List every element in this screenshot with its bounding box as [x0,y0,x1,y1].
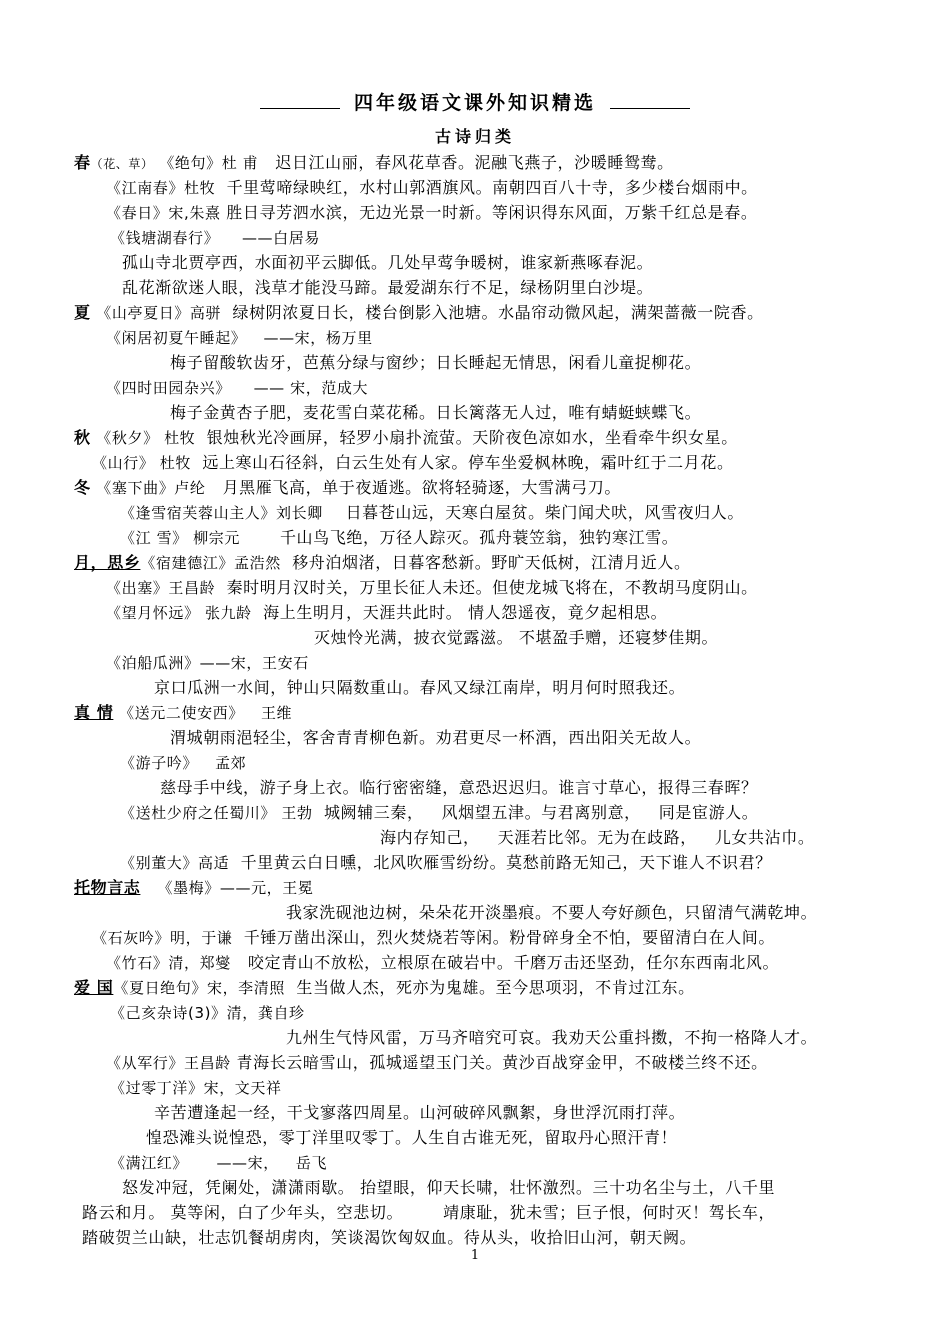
poem-text: 千里黄云白日曛，北风吹雁雪纷纷。莫愁前路无知己，天下谁人不识君？ [240,853,772,872]
poem-text: 天涯若比邻。无为在歧路， [497,828,697,847]
poem-source: 《钱塘湖春行》 [110,229,220,247]
poem-line: 京口瓜洲一水间，钟山只隔数重山。春风又绿江南岸，明月何时照我还。 [154,678,686,697]
poem-author: 王维 [260,704,293,722]
poem-source: 《出塞》王昌龄 [106,579,216,597]
poem-text: 儿女共沾巾。 [714,828,815,847]
poem-source: 《江南春》杜牧 [106,179,216,197]
poem-source: 《逢雪宿芙蓉山主人》刘长卿 [120,504,323,522]
poem-source: 《望月怀远》 张九龄 [106,604,252,622]
poem-text: 千锤万凿出深山，烈火焚烧若等闲。粉骨碎身全不怕，要留清白在人间。 [243,928,775,947]
poem-line: 惶恐滩头说惶恐，零丁洋里叹零丁。人生自古谁无死，留取丹心照汗青！ [146,1128,678,1147]
section-subtitle: 古诗归类 [434,127,515,146]
poem-line [110,1076,282,1100]
poem-author: 孟郊 [215,754,247,772]
poem-line [106,176,758,200]
poem-source: 《闲居初夏午睡起》 [106,329,247,347]
category-label: 真 情 [74,703,114,722]
category-label: 爱 国 [74,978,114,997]
poem-line [106,951,779,975]
poem-source: 《墨梅》——元，王冕 [157,879,314,897]
poem-text: 绿树阴浓夏日长，楼台倒影入池塘。水晶帘动微风起，满架蔷薇一院香。 [232,303,764,322]
poem-text: 胜日寻芳泗水滨，无边光景一时新。等闲识得东风面，万紫千红总是春。 [226,203,758,222]
poem-source: 《春日》宋,朱熹 [106,204,221,222]
poem-author: —— 宋，范成大 [253,379,369,397]
category-label: 秋 [74,428,91,447]
poem-text: 生当做人杰，死亦为鬼雄。至今思项羽，不肯过江东。 [296,978,695,997]
poem-source: 《宿建德江》孟浩然 [140,554,281,572]
poem-line [110,1001,305,1025]
poem-line: 灭烛怜光满，披衣觉露滋。 不堪盈手赠，还寝梦佳期。 [314,628,719,647]
category-note: （花、草） [90,157,154,171]
poem-line [110,226,320,250]
category-label: 春 [74,153,91,172]
poem-text: 城阙辅三秦， [323,803,424,822]
poem-source: 《送元二使安西》 [119,704,244,722]
poem-text: 青海长云暗雪山，孤城遥望玉门关。黄沙百战穿金甲，不破楼兰终不还。 [236,1053,768,1072]
poem-source: 《泊船瓜洲》——宋，王安石 [106,654,309,672]
poem-source: 《绝句》杜 甫 [159,154,259,172]
poem-source: 《塞下曲》卢纶 [96,479,206,497]
poem-line [380,826,814,850]
poem-text: 银烛秋光冷画屏，轻罗小扇扑流萤。天阶夜色凉如水，坐看牵牛织女星。 [206,428,738,447]
poem-text: 路云和月。 莫等闲，白了少年头，空悲切。 [82,1203,404,1222]
poem-line [82,1201,775,1225]
poem-source: 《石灰吟》明，于谦 [92,929,233,947]
poem-author: ——白居易 [241,229,320,247]
poem-line [74,151,674,176]
poem-line [74,476,621,500]
poem-text: 秦时明月汉时关，万里长征人未还。但使龙城飞将在，不教胡马度阴山。 [226,578,758,597]
poem-line: 孤山寺北贾亭西，水面初平云脚低。几处早莺争暖树，谁家新燕啄春泥。 [122,253,654,272]
poem-line [106,376,368,400]
page-title-text: 四年级语文课外知识精选 [353,92,596,114]
category-label: 冬 [74,478,91,497]
category-label: 月，思乡 [74,553,141,572]
poem-line: 我家洗砚池边树，朵朵花开淡墨痕。不要人夸好颜色，只留清气满乾坤。 [286,903,818,922]
poem-source: 《满江红》 [110,1154,189,1172]
poem-line: 乱花渐欲迷人眼，浅草才能没马蹄。最爱湖东行不足，绿杨阴里白沙堤。 [122,278,654,297]
poem-source: 《秋夕》 杜牧 [96,429,196,447]
poem-text: 迟日江山丽，春风花草香。泥融飞燕子，沙暖睡鸳鸯。 [275,153,674,172]
poem-source: 《竹石》清，郑燮 [106,954,231,972]
title-rule-left [260,98,340,109]
page-number: 1 [470,1248,480,1263]
poem-text: 月黑雁飞高，单于夜遁逃。欲将轻骑逐，大雪满弓刀。 [222,478,621,497]
poem-text: 日暮苍山远，天寒白屋贫。柴门闻犬吠，风雪夜归人。 [345,503,744,522]
poem-source: 《山行》 杜牧 [92,454,191,472]
poem-line [92,926,775,950]
poem-source: 《从军行》王昌龄 [106,1054,231,1072]
poem-source: 《过零丁洋》宋，文天祥 [110,1079,282,1097]
poem-line [120,526,678,550]
poem-line [106,326,373,350]
poem-source: 《山亭夏日》高骈 [96,304,222,322]
poem-author: ——宋，杨万里 [263,329,373,347]
poem-line [106,651,309,675]
poem-line [74,301,764,325]
poem-line [110,1151,327,1175]
poem-line [120,501,744,525]
poem-line [74,876,313,900]
poem-text: 海上生明月，天涯共此时。 情人怨遥夜，竟夕起相思。 [263,603,668,622]
poem-source: 《己亥杂诗(3)》清，龚自珍 [110,1004,305,1022]
page-title [0,88,950,115]
poem-line [74,976,695,1000]
poem-text: 海内存知己， [380,828,480,847]
category-label: 托物言志 [74,878,141,897]
poem-line: 梅子留酸软齿牙，芭蕉分绿与窗纱；日长睡起无情思，闲看儿童捉柳花。 [170,353,702,372]
poem-line: 九州生气恃风雷，万马齐喑究可哀。我劝天公重抖擞，不拘一格降人才。 [286,1028,818,1047]
poem-source: 《游子吟》 [120,754,199,772]
poem-source: 《别董大》高适 [120,854,230,872]
poem-line [106,576,758,600]
poem-text: 移舟泊烟渚，日暮客愁新。野旷天低树，江清月近人。 [292,553,691,572]
poem-line: 渭城朝雨浥轻尘，客舍青青柳色新。劝君更尽一杯酒，西出阳关无故人。 [170,728,702,747]
title-rule-right [610,98,690,109]
category-label: 夏 [74,303,91,322]
poem-text: 靖康耻，犹未雪；巨子恨，何时灭！驾长车， [443,1203,776,1222]
poem-text: 远上寒山石径斜，白云生处有人家。停车坐爱枫林晚，霜叶红于二月花。 [202,453,734,472]
poem-text: 千山鸟飞绝，万径人踪灭。孤舟蓑笠翁，独钓寒江雪。 [279,528,679,547]
poem-source: 《江 雪》 柳宗元 [120,529,240,547]
poem-line: 慈母手中线，游子身上衣。临行密密缝，意恐迟迟归。谁言寸草心，报得三春晖？ [160,778,758,797]
poem-line [74,551,691,575]
poem-source: 《夏日绝句》宋，李清照 [113,979,285,997]
poem-text: 千里莺啼绿映红，水村山郭酒旗风。南朝四百八十寺，多少楼台烟雨中。 [226,178,758,197]
poem-line: 梅子金黄杏子肥，麦花雪白菜花稀。日长篱落无人过，唯有蜻蜓蛱蝶飞。 [170,403,702,422]
poem-source: 《四时田园杂兴》 [106,379,231,397]
poem-source: 《送杜少府之任蜀川》 王勃 [120,804,313,822]
poem-line: 怒发冲冠，凭阑处，潇潇雨歇。 抬望眼，仰天长啸，壮怀激烈。三十功名尘与土，八千里 [122,1178,776,1197]
poem-line [106,201,757,225]
poem-line [120,751,246,775]
poem-line [120,801,758,825]
poem-line [74,426,738,450]
poem-author: 岳飞 [295,1154,328,1172]
poem-line [106,1051,768,1075]
poem-line: 辛苦遭逢起一经，干戈寥落四周星。山河破碎风飘絮，身世浮沉雨打萍。 [154,1103,686,1122]
poem-author: ——宋， [216,1154,279,1172]
poem-line [120,851,772,875]
poem-line [106,601,667,625]
poem-line [92,451,734,475]
poem-line [74,701,292,725]
poem-text: 风烟望五津。与君离别意， [441,803,641,822]
poem-text: 同是宦游人。 [658,803,759,822]
poem-text: 咬定青山不放松，立根原在破岩中。千磨万击还坚劲，任尔东西南北风。 [247,953,780,972]
poem-line: 踏破贺兰山缺，壮志饥餐胡虏肉，笑谈渴饮匈奴血。待从头，收拾旧山河，朝天阙。 [82,1228,697,1247]
